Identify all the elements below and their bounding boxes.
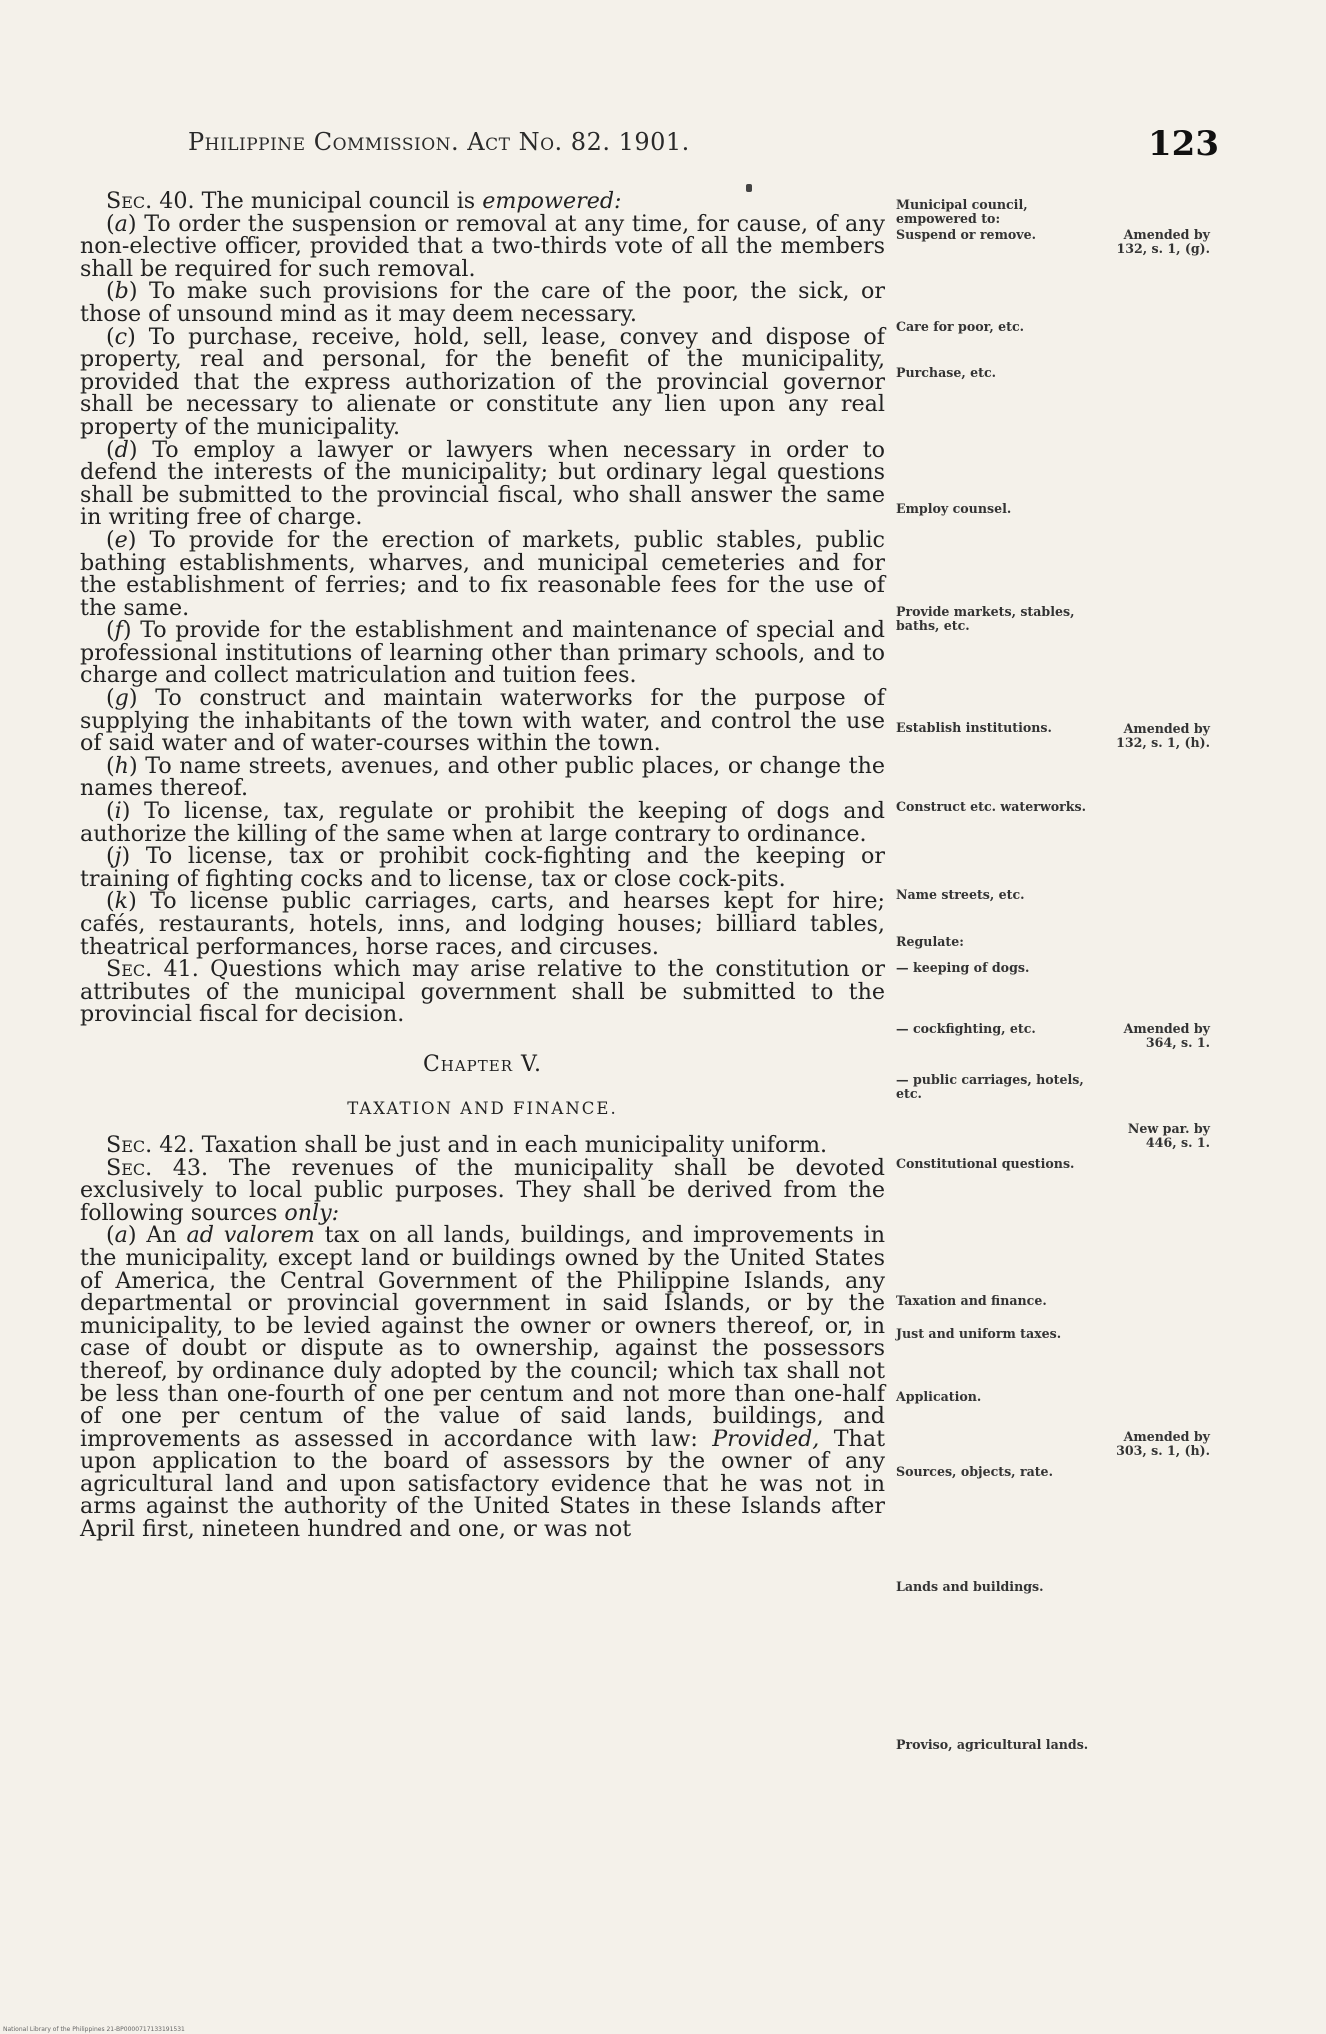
margin-note: Sources, objects, rate.: [896, 1464, 1053, 1479]
paragraph-sec-41: Sec. 41. Questions which may arise relative to the constitution or attributes of the municipal government shall be submitted to the provincial fiscal for decision.: [80, 956, 885, 1028]
margin-note: Suspend or remove.: [896, 227, 1037, 242]
margin-note: Provide markets, stables, baths, etc.: [896, 604, 1075, 633]
margin-note: Just and uniform taxes.: [896, 1326, 1062, 1341]
clause-d: (d) To employ a lawyer or lawyers when necessary in order to defend the interests of the municipality; but ordinary legal questions shall be submitted to the provincial fiscal, who shall answer the same in writing free of charge.: [80, 436, 885, 531]
margin-note: — cockfighting, etc.: [896, 1021, 1036, 1036]
body-text: [80, 190, 885, 1541]
paragraph-sec-42: Sec. 42. Taxation shall be just and in each municipality uniform.: [106, 1131, 828, 1158]
margin-note: Name streets, etc.: [896, 887, 1025, 902]
margin-note: Care for poor, etc.: [896, 319, 1025, 334]
clause-i: (i) To license, tax, regulate or prohibit the keeping of dogs and authorize the killing of the same when at large contrary to ordinance.: [80, 798, 885, 847]
margin-note: — public carriages, hotels, etc.: [896, 1072, 1084, 1101]
clause-f: (f) To provide for the establishment and maintenance of special and professional institutions of learning other than primary schools, and to charge and collect matriculation and tuition fees.: [80, 617, 885, 689]
margin-note: Construct etc. waterworks.: [896, 799, 1086, 814]
margin-note: Regulate:: [896, 934, 964, 949]
margin-note: Taxation and finance.: [896, 1293, 1047, 1308]
margin-note: Purchase, etc.: [896, 365, 996, 380]
amendment-note: Amended by 303, s. 1, (h).: [1116, 1429, 1210, 1458]
amendment-note: New par. by 446, s. 1.: [1127, 1121, 1210, 1150]
chapter-title: Chapter V.: [422, 1051, 543, 1077]
paragraph-sec-43: Sec. 43. The revenues of the municipality shall be devoted exclusively to local public purposes. They shall be derived from the following sources only:: [80, 1154, 885, 1226]
clause-a: (a) To order the suspension or removal at any time, for cause, of any non-elective officer, provided that a two-thirds vote of all the members shall be required for such removal.: [80, 210, 885, 282]
clause-g: (g) To construct and maintain waterworks for the purpose of supplying the inhabitants of the town with water, and control the use of said water and of water-courses within the town.: [80, 685, 885, 757]
clause-c: (c) To purchase, receive, hold, sell, lease, convey and dispose of property, real and personal, for the benefit of the municipality, provided that the express authorization of the provincial governor shall be necessary to alienate or constitute any lien upon any real property of the municipality.: [80, 323, 885, 440]
margin-note: Constitutional questions.: [896, 1156, 1075, 1171]
clause-h: (h) To name streets, avenues, and other public places, or change the names thereof.: [80, 752, 885, 802]
margin-note: Employ counsel.: [896, 501, 1012, 516]
amendment-note: Amended by 132, s. 1, (h).: [1116, 721, 1210, 750]
clause-k: (k) To license public carriages, carts, and hearses kept for hire; cafés, restaurants, hotels, inns, and lodging houses; billiard tables, theatrical performances, horse races, and circuses.: [80, 888, 885, 960]
clause-j: (j) To license, tax or prohibit cock-fighting and the keeping or training of fighting cocks and to license, tax or close cock-pits.: [80, 843, 886, 892]
clause-e: (e) To provide for the erection of markets, public stables, public bathing establishments, wharves, and municipal cemeteries and for the establishment of ferries; and to fix reasonable fees for the use of the same.: [80, 526, 885, 621]
running-head: Philippine Commission. Act No. 82. 1901.: [188, 128, 690, 156]
amendment-note: Amended by 364, s. 1.: [1123, 1021, 1210, 1050]
clause-b: (b) To make such provisions for the care of the poor, the sick, or those of unsound mind as it may deem necessary.: [80, 278, 885, 327]
library-stamp: National Library of the Philippines 21-BP0000717133191531: [3, 2026, 185, 2033]
margin-note: Establish institutions.: [896, 720, 1052, 735]
page-number: 123: [1148, 124, 1219, 164]
paragraph-sec-40: Sec. 40. The municipal council is empowered:: [106, 188, 622, 214]
margin-note: — keeping of dogs.: [896, 960, 1030, 975]
amendment-note: Amended by 132, s. 1, (g).: [1116, 227, 1210, 256]
margin-note: Proviso, agricultural lands.: [896, 1737, 1089, 1752]
chapter-subtitle: TAXATION AND FINANCE.: [347, 1098, 618, 1118]
margin-note: Municipal council, empowered to:: [896, 197, 1028, 226]
margin-note: Lands and buildings.: [896, 1579, 1044, 1594]
clause-43-a: (a) An ad valorem tax on all lands, buildings, and improvements in the municipality, except land or buildings owned by the United States of America, the Central Government of the Philippine Islands, any departmental or provincial government in said Islands, or by the municipality, to be levied against the owner or owners thereof, or, in case of doubt or dispute as to ownership, against the possessors thereof, by ordinance duly adopted by the council; which tax shall not be less than one-fourth of one per centum and not more than one-half of one per centum of the value of said lands, buildings, and improvements as assessed in accordance with law: Provided, That upon application to the board of assessors by the owner of any agricultural land and upon satisfactory evidence that he was not in arms against the authority of the United States in these Islands after April first, nineteen hundred and one, or was not: [80, 1222, 886, 1543]
margin-note: Application.: [896, 1389, 982, 1404]
